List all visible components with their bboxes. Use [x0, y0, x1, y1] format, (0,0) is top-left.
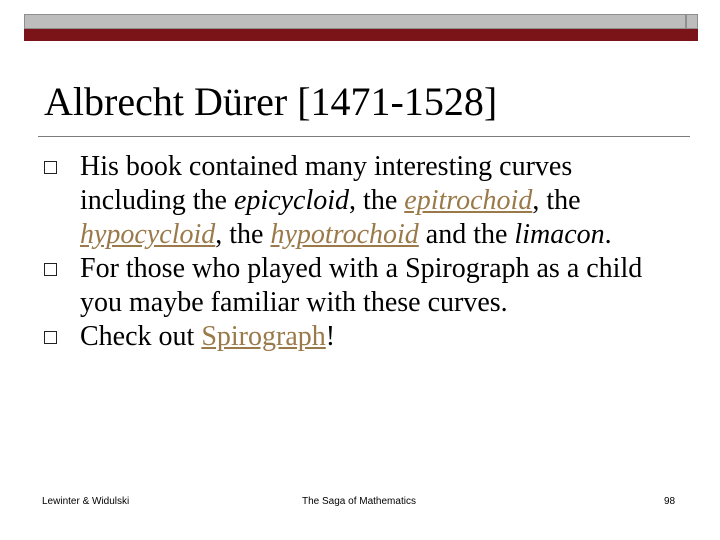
bullet-item: [42, 252, 682, 320]
bullet-item: [42, 150, 682, 252]
square-bullet-icon: [44, 161, 57, 174]
bullet-item: [42, 320, 682, 354]
bullet-text-run: .: [604, 219, 612, 250]
footer-page-number: 98: [664, 496, 676, 507]
bullet-text-run: , the: [532, 185, 581, 216]
bullet-text-run: , the: [349, 185, 405, 216]
bullet-text-run: limacon: [514, 219, 605, 250]
slide-title: Albrecht Dürer [1471-1528]: [44, 79, 498, 124]
header-gray-square: [686, 14, 698, 29]
footer-authors: Lewinter & Widulski: [42, 496, 130, 507]
bullet-text-run: , the: [215, 219, 271, 250]
square-bullet-icon: [44, 331, 57, 344]
epitrochoid-link[interactable]: epitrochoid: [404, 185, 533, 216]
bullet-list: [42, 150, 682, 354]
bullet-text-run: Check out: [80, 321, 202, 352]
footer-course-title: The Saga of Mathematics: [302, 496, 416, 507]
spirograph-link[interactable]: Spirograph: [201, 321, 326, 352]
header-dark-square: [686, 29, 698, 41]
hypocycloid-link[interactable]: hypocycloid: [80, 219, 216, 250]
hypotrochoid-link[interactable]: hypotrochoid: [270, 219, 419, 250]
bullet-text-run: !: [325, 321, 336, 352]
header-gray-bar: [24, 14, 686, 29]
bullet-text-run: and the: [418, 219, 515, 250]
title-divider: [38, 136, 690, 137]
bullet-text: [80, 151, 612, 250]
square-bullet-icon: [44, 263, 57, 276]
bullet-text: [80, 321, 335, 352]
bullet-text-run: His book contained many interesting curves including the: [80, 151, 573, 216]
header-decoration: [0, 0, 720, 45]
header-dark-bar: [24, 29, 686, 41]
bullet-text: For those who played with a Spirograph as a child you maybe familiar with these curves.: [80, 253, 643, 318]
bullet-text-run: epicycloid: [233, 185, 350, 216]
